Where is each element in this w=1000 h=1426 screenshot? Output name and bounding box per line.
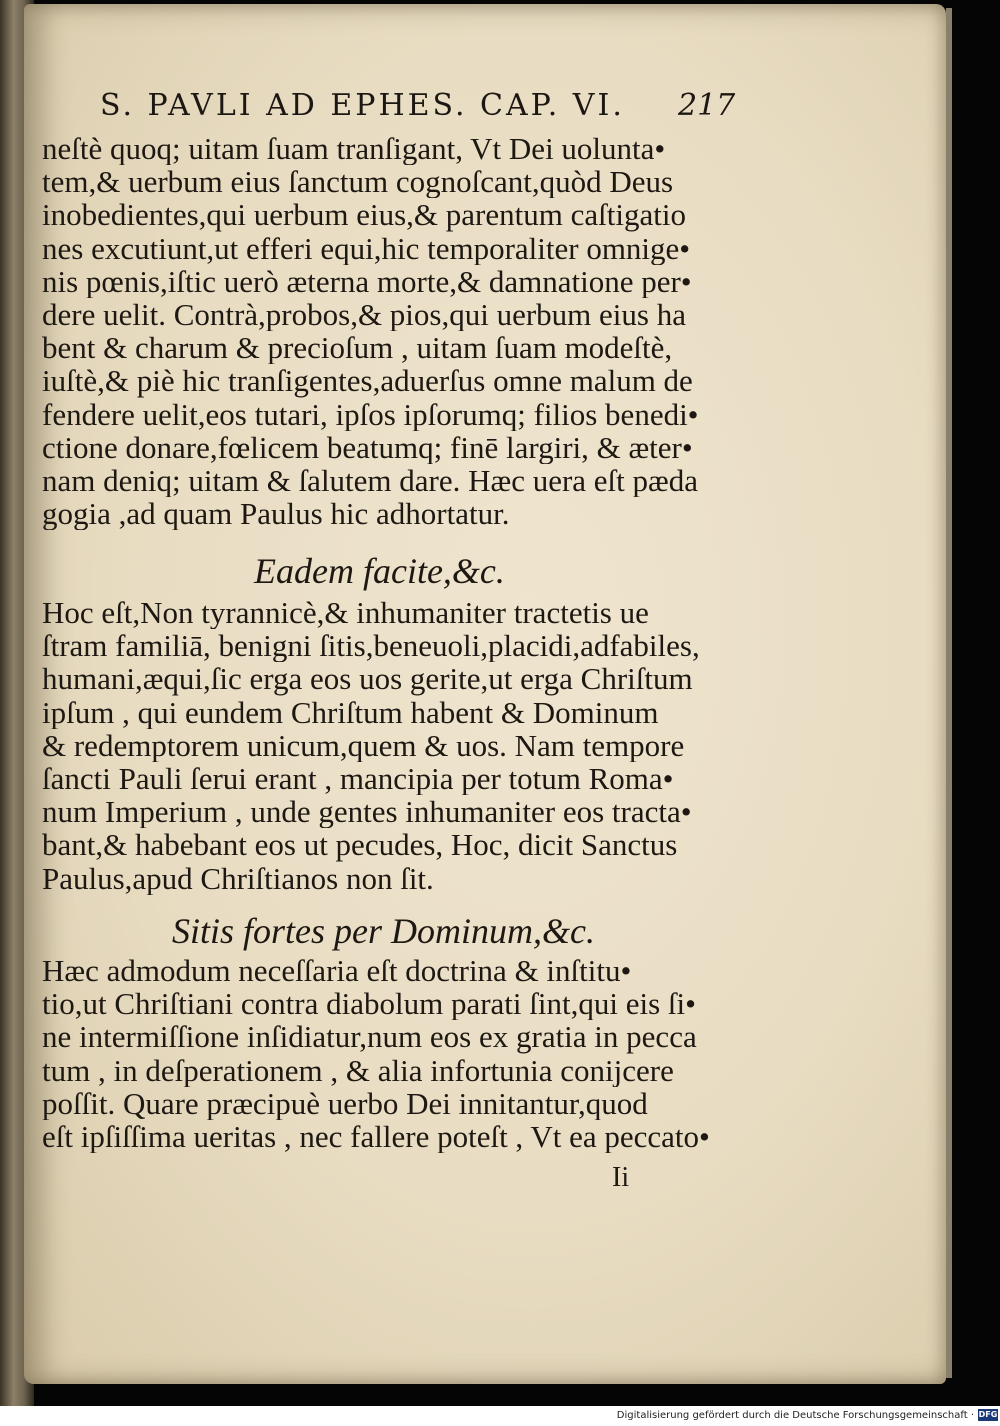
text-line: nes excutiunt,ut efferi equi,hic temporaliter omnige• <box>42 231 691 265</box>
running-head-chapter: CAP. VI. <box>480 88 625 123</box>
text-line: ne intermiſſione inſidiatur,num eos ex gratia in pecca <box>42 1020 697 1054</box>
text-line: bant,& habebant eos ut pecudes, Hoc, dicit Sanctus <box>42 828 678 862</box>
text-line: tum , in deſperationem , & alia infortunia conijcere <box>42 1053 674 1087</box>
text-line: ſtram familiā, benigni ſitis,beneuoli,placidi,adfabiles, <box>42 629 700 663</box>
running-head <box>100 88 740 124</box>
paragraph-3 <box>42 954 742 1153</box>
text-line: nis pœnis,iſtic uerò æterna morte,& damnatione per• <box>42 264 692 298</box>
text-line: poſſit. Quare præcipuè uerbo Dei innitantur,quod <box>42 1086 648 1120</box>
text-line: gogia ,ad quam Paulus hic adhortatur. <box>42 497 510 531</box>
text-line: Hæc admodum neceſſaria eſt doctrina & inſtitu• <box>42 954 632 988</box>
dfg-logo-icon: DFG <box>978 1410 998 1419</box>
text-line: bent & charum & precioſum , uitam ſuam modeſtè, <box>42 331 673 365</box>
text-line: tio,ut Chriſtiani contra diabolum parati ſint,qui eis ſi• <box>42 987 696 1021</box>
text-line: Paulus,apud Chriſtianos non ſit. <box>42 861 434 895</box>
paragraph-2 <box>42 596 742 895</box>
text-line: humani,æqui,ſic erga eos uos gerite,ut erga Chriſtum <box>42 662 693 696</box>
text-line: num Imperium , unde gentes inhumaniter eos tracta• <box>42 795 692 829</box>
text-line: tem,& uerbum eius ſanctum cognoſcant,quòd Deus <box>42 165 674 199</box>
running-head-title: S. PAVLI AD EPHES. <box>100 88 468 123</box>
text-line: & redemptorem unicum,quem & uos. Nam tempore <box>42 728 685 762</box>
text-line: fendere uelit,eos tutari, ipſos ipſorumq; filios benedi• <box>42 397 699 431</box>
paragraph-1 <box>42 132 742 530</box>
text-line: ipſum , qui eundem Chriſtum habent & Dominum <box>42 695 659 729</box>
text-line: ctione donare,fœlicem beatumq; finē largiri, & æter• <box>42 430 693 464</box>
text-line: inobedientes,qui uerbum eius,& parentum caſtigatio <box>42 198 686 232</box>
page-edge <box>946 8 952 1378</box>
text-line: nam deniq; uitam & ſalutem dare. Hæc uera eſt pæda <box>42 463 698 498</box>
page-number: 217 <box>678 88 736 123</box>
signature-mark: Ii <box>612 1162 630 1193</box>
text-line: iuſtè,& piè hic tranſigentes,aduerſus omne malum de <box>42 364 693 398</box>
text-line: eſt ipſiſſima ueritas , nec fallere poteſt , Vt ea peccato• <box>42 1119 710 1154</box>
section-heading-2: Sitis fortes per Dominum,&c. <box>172 911 595 951</box>
text-line: dere uelit. Contrà,probos,& pios,qui uerbum eius ha <box>42 297 686 332</box>
text-line: ſancti Pauli ſerui erant , mancipia per totum Roma• <box>42 761 674 796</box>
funding-credit: Digitalisierung gefördert durch die Deutsche Forschungsgemeinschaft · <box>616 1410 974 1421</box>
section-heading-1: Eadem facite,&c. <box>254 551 505 591</box>
text-line: Hoc eſt,Non tyrannicè,& inhumaniter tractetis ue <box>42 596 649 630</box>
text-line: neſtè quoq; uitam ſuam tranſigant, Vt Dei uolunta• <box>42 132 666 166</box>
